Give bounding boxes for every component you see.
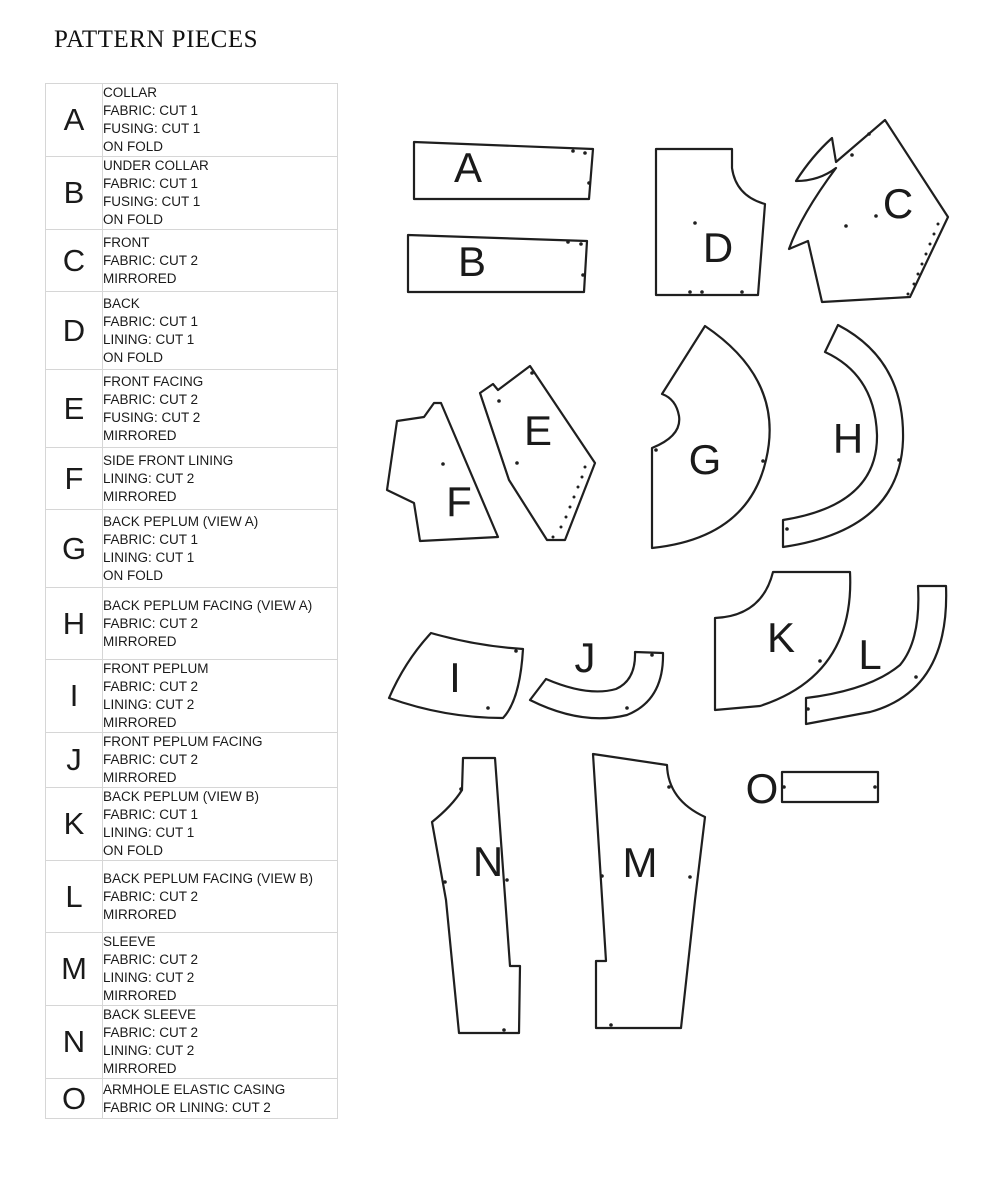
instruction-line: BACK PEPLUM (VIEW B) — [103, 789, 260, 804]
piece-label-e: E — [523, 407, 553, 454]
piece-letter: E — [46, 370, 103, 448]
instruction-line: BACK SLEEVE — [103, 1007, 197, 1022]
instruction-line: FABRIC: CUT 2 — [103, 391, 199, 407]
piece-letter: I — [46, 660, 103, 733]
instruction-line: MIRRORED — [103, 1061, 177, 1076]
instruction-line: MIRRORED — [103, 488, 177, 504]
piece-label-i: I — [449, 654, 461, 701]
instruction-line: FABRIC: CUT 1 — [103, 176, 199, 191]
piece-letter: H — [46, 588, 103, 660]
instruction-line: FABRIC: CUT 2 — [103, 679, 199, 694]
pattern-piece-c — [789, 120, 948, 302]
pattern-piece-h — [783, 325, 903, 547]
instruction-line: MIRRORED — [103, 906, 177, 922]
piece-label-j: J — [574, 634, 596, 681]
pattern-piece-b — [408, 235, 587, 292]
piece-label-d: D — [702, 224, 734, 271]
instruction-line: LINING: CUT 2 — [103, 970, 195, 985]
instruction-line: FUSING: CUT 1 — [103, 194, 201, 209]
instruction-line: FRONT — [103, 234, 150, 250]
pattern-piece-o — [746, 765, 878, 812]
instruction-line: LINING: CUT 1 — [103, 549, 195, 565]
instruction-line: LINING: CUT 2 — [103, 470, 195, 486]
instruction-line: BACK PEPLUM FACING (VIEW A) — [103, 597, 313, 613]
piece-label-a: A — [453, 144, 483, 191]
instruction-line: LINING: CUT 1 — [103, 331, 195, 347]
instruction-line: SLEEVE — [103, 934, 156, 949]
piece-letter: K — [46, 788, 103, 861]
piece-letter: F — [46, 448, 103, 510]
instruction-line: FABRIC: CUT 1 — [103, 313, 199, 329]
instruction-line: SIDE FRONT LINING — [103, 452, 234, 468]
piece-label-b: B — [457, 238, 487, 285]
instruction-line: LINING: CUT 2 — [103, 1043, 195, 1058]
instruction-line: FUSING: CUT 1 — [103, 121, 201, 136]
instruction-line: FUSING: CUT 2 — [103, 409, 201, 425]
piece-label-f: F — [446, 478, 472, 525]
instruction-line: FABRIC OR LINING: CUT 2 — [103, 1099, 271, 1115]
pattern-piece-i — [389, 633, 523, 718]
instruction-line: ON FOLD — [103, 843, 164, 858]
pattern-piece-m — [593, 754, 705, 1028]
pattern-piece-f — [387, 403, 498, 541]
pattern-piece-e — [480, 366, 595, 540]
pattern-piece-d — [656, 149, 765, 295]
instruction-line: MIRRORED — [103, 427, 177, 443]
instruction-line: ON FOLD — [103, 567, 164, 583]
instruction-line: FABRIC: CUT 2 — [103, 1025, 199, 1040]
instruction-line: BACK PEPLUM (VIEW A) — [103, 513, 259, 529]
piece-label-o: O — [745, 765, 779, 812]
instruction-line: FABRIC: CUT 2 — [103, 952, 199, 967]
pattern-piece-k — [715, 572, 850, 710]
instruction-line: FABRIC: CUT 2 — [103, 888, 199, 904]
instruction-line: BACK PEPLUM FACING (VIEW B) — [103, 870, 314, 886]
piece-label-c: C — [882, 180, 914, 227]
instruction-line: FABRIC: CUT 2 — [103, 615, 199, 631]
piece-label-g: G — [688, 436, 722, 483]
piece-label-m: M — [622, 839, 658, 886]
instruction-line: ON FOLD — [103, 212, 164, 227]
pattern-piece-a — [414, 142, 593, 199]
instruction-line: FRONT PEPLUM — [103, 661, 209, 676]
instruction-line: LINING: CUT 2 — [103, 697, 195, 712]
piece-letter: G — [46, 510, 103, 588]
instruction-line: MIRRORED — [103, 270, 177, 286]
instruction-line: MIRRORED — [103, 770, 177, 785]
instruction-line: ON FOLD — [103, 349, 164, 365]
piece-label-h: H — [832, 415, 864, 462]
piece-letter: C — [46, 230, 103, 292]
piece-letter: N — [46, 1006, 103, 1079]
instruction-line: BACK — [103, 295, 140, 311]
piece-letter: J — [46, 733, 103, 788]
instruction-line: FABRIC: CUT 2 — [103, 752, 199, 767]
instruction-line: FRONT PEPLUM FACING — [103, 734, 263, 749]
pattern-piece-n — [432, 758, 520, 1033]
piece-letter: B — [46, 157, 103, 230]
instruction-line: MIRRORED — [103, 988, 177, 1003]
pattern-piece-g — [652, 326, 770, 548]
instruction-line: MIRRORED — [103, 633, 177, 649]
instruction-line: ON FOLD — [103, 139, 164, 154]
instruction-line: ARMHOLE ELASTIC CASING — [103, 1081, 286, 1097]
piece-label-n: N — [472, 838, 504, 885]
piece-letter: A — [46, 84, 103, 157]
piece-letter: O — [46, 1079, 103, 1119]
piece-label-k: K — [766, 614, 796, 661]
instruction-line: FRONT FACING — [103, 373, 204, 389]
piece-label-l: L — [858, 631, 882, 678]
page-title: PATTERN PIECES — [54, 26, 259, 53]
instruction-line: COLLAR — [103, 85, 158, 100]
instruction-line: FABRIC: CUT 1 — [103, 531, 199, 547]
instruction-line: FABRIC: CUT 2 — [103, 252, 199, 268]
piece-letter: M — [46, 933, 103, 1006]
piece-letter: D — [46, 292, 103, 370]
instruction-line: MIRRORED — [103, 715, 177, 730]
piece-letter: L — [46, 861, 103, 933]
pattern-piece-j — [530, 634, 663, 718]
instruction-line: FABRIC: CUT 1 — [103, 103, 199, 118]
instruction-line: LINING: CUT 1 — [103, 825, 195, 840]
instruction-line: UNDER COLLAR — [103, 158, 209, 173]
instruction-line: FABRIC: CUT 1 — [103, 807, 199, 822]
